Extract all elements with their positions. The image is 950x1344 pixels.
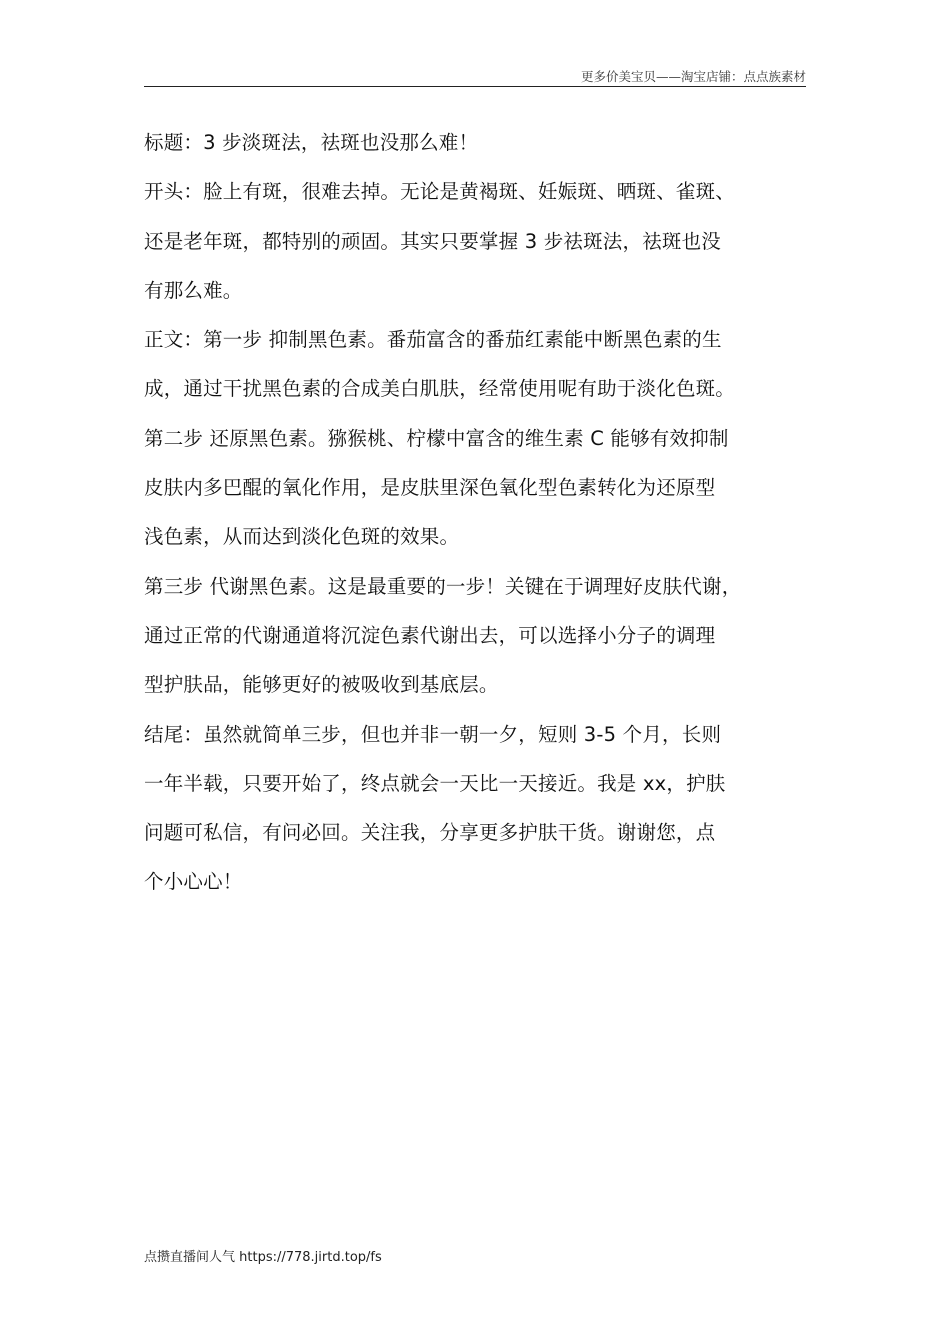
opening-line-1: 开头：脸上有斑，很难去掉。无论是黄褐斑、妊娠斑、晒斑、雀斑、 (144, 180, 736, 204)
header-text: 更多价美宝贝——淘宝店铺：点点族素材 (580, 69, 806, 84)
ending-line-3: 问题可私信，有问必回。关注我，分享更多护肤干货。谢谢您，点 (144, 821, 716, 845)
step-two-line-1: 第二步 还原黑色素。猕猴桃、柠檬中富含的维生素 C 能够有效抑制 (144, 426, 729, 450)
step-three-line-3: 型护肤品，能够更好的被吸收到基底层。 (144, 673, 499, 697)
step-three-line-1: 第三步 代谢黑色素。这是最重要的一步！关键在于调理好皮肤代谢， (144, 574, 742, 598)
ending-line-1: 结尾：虽然就简单三步，但也并非一朝一夕，短则 3-5 个月，长则 (144, 722, 722, 746)
article-body (144, 126, 808, 915)
title-line: 标题：3 步淡斑法，祛斑也没那么难！ (144, 131, 479, 154)
opening-line-3: 有那么难。 (144, 278, 243, 302)
step-three-line-2: 通过正常的代谢通道将沉淀色素代谢出去，可以选择小分子的调理 (144, 623, 716, 647)
footer-link-text: 点攒直播间人气 https://778.jirtd.top/fs (144, 1250, 382, 1265)
page-header (144, 64, 806, 87)
ending-line-2: 一年半载，只要开始了，终点就会一天比一天接近。我是 xx，护肤 (144, 771, 726, 795)
step-two-line-2: 皮肤内多巴醌的氧化作用，是皮肤里深色氧化型色素转化为还原型 (144, 476, 716, 500)
main-line-1: 正文：第一步 抑制黑色素。番茄富含的番茄红素能中断黑色素的生 (144, 328, 722, 352)
ending-line-4: 个小心心！ (144, 870, 243, 894)
opening-line-2: 还是老年斑，都特别的顽固。其实只要掌握 3 步祛斑法，祛斑也没 (144, 229, 722, 253)
step-two-line-3: 浅色素，从而达到淡化色斑的效果。 (144, 525, 460, 549)
main-line-2: 成，通过干扰黑色素的合成美白肌肤，经常使用呢有助于淡化色斑。 (144, 377, 736, 401)
